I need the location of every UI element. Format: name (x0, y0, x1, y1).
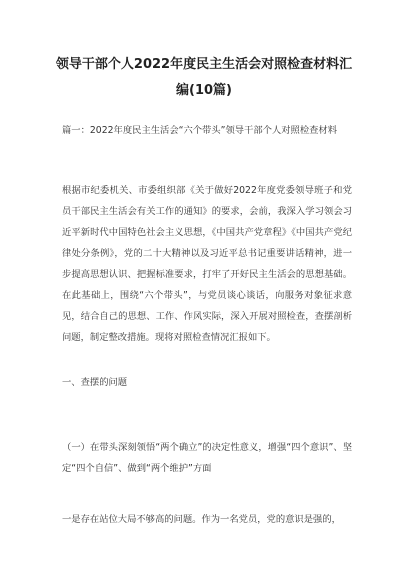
intro-paragraph: 根据市纪委机关、市委组织部《关于做好2022年度党委领导班子和党员干部民主生活会有关工作的通知》的要求，会前，我深入学习领会习近平新时代中国特色社会主义思想，《中国共产党章程》《中国共产党纪律处分条例》，党的二十大精神以及习近平总书记重要讲话精神，进一步提高思想认识、把握标准要求，打牢了开好民主生活会的思想基础。在此基础上，围绕“六个带头”，与党员谈心谈话，向服务对象征求意见，结合自己的思想、工作、作风实际，深入开展对照检查，查摆剖析问题，制定整改措施。现将对照检查情况汇报如下。 (62, 185, 352, 343)
body-paragraph: 一是存在站位大局不够高的问题。作为一名党员，党的意识是强的， (62, 514, 341, 525)
article-heading: 篇一：2022年度民主生活会“六个带头”领导干部个人对照检查材料 (62, 125, 338, 136)
section-heading: 一、查摆的问题 (62, 377, 128, 388)
subsection-heading: （一）在带头深刻领悟“两个确立”的决定性意义，增强“四个意识”、坚定“四个自信”、做到“两个维护”方面 (62, 442, 352, 474)
document-title: 领导干部个人2022年度民主生活会对照检查材料汇编(10篇) (55, 57, 353, 98)
